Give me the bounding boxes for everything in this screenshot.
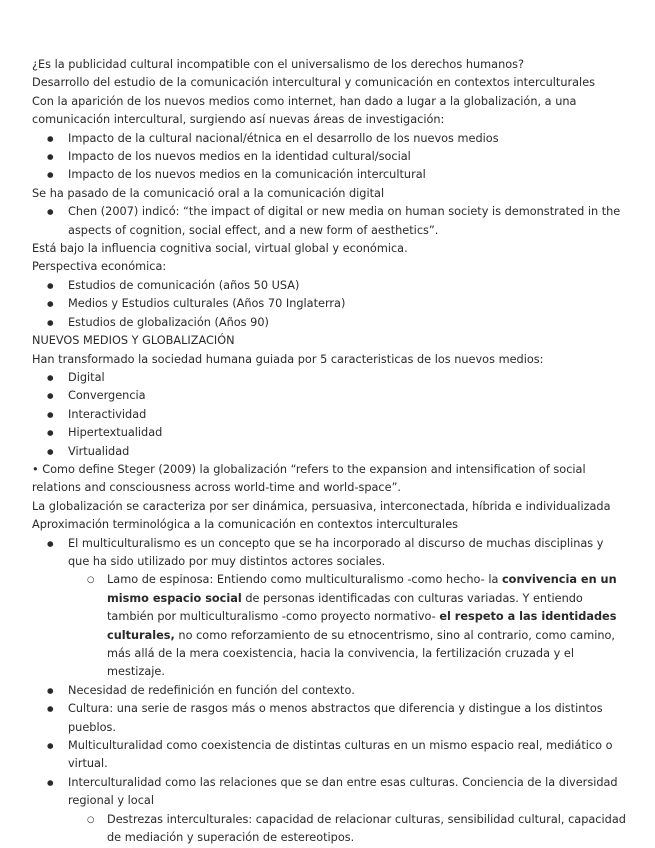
list-item — [32, 774, 628, 848]
bullet-list-chen — [32, 203, 628, 240]
lamo-text-2: de personas identificadas con culturas variadas. Y entiendo también por multiculturalismo -como proyecto normativo- — [107, 591, 583, 624]
list-item-text: El multiculturalismo es un concepto que se ha incorporado al discurso de muchas disciplinas y que ha sido utilizado por muy distintos actores sociales. — [68, 536, 604, 568]
list-item: ● Necesidad de redefinición en función del contexto. — [32, 682, 628, 700]
list-item: ● Estudios de comunicación (años 50 USA) — [32, 277, 628, 295]
document-page — [32, 56, 628, 847]
text-line: Desarrollo del estudio de la comunicación intercultural y comunicación en contextos interculturales — [32, 76, 596, 90]
list-item: ● Chen (2007) indicó: “the impact of digital or new media on human society is demonstrated in the aspects of cognition, social effect, and a new form of aesthetics”. — [32, 203, 628, 240]
text-line: La globalización se caracteriza por ser dinámica, persuasiva, interconectada, híbrida e individualizada — [32, 499, 611, 513]
sub-list-item — [32, 571, 628, 681]
text-line: Se ha pasado de la comunicació oral a la comunicación digital — [32, 186, 385, 200]
list-item: ● Multiculturalidad como coexistencia de distintas culturas en un mismo espacio real, mediático o virtual. — [32, 737, 628, 774]
list-item: ● Convergencia — [32, 387, 628, 405]
paragraph: • Como define Steger (2009) la globalización “refers to the expansion and intensification of social relations and consciousness across world-time and world-space”. — [32, 462, 586, 495]
section-heading: NUEVOS MEDIOS Y GLOBALIZACIÓN — [32, 334, 235, 348]
sub-list — [32, 571, 628, 681]
lamo-bold-2: el respeto a las identidades culturales, — [107, 610, 617, 642]
lamo-text-3: no como reforzamiento de su etnocentrismo, sino al contrario, como camino, más allá de la mera coexistencia, hacia la convivencia, la fertilización cruzada y el mestizaje. — [107, 628, 615, 679]
list-item — [32, 535, 628, 682]
list-item: ● Impacto de los nuevos medios en la comunicación intercultural — [32, 166, 628, 184]
text-line: Perspectiva económica: — [32, 260, 167, 274]
list-item-text: Interculturalidad como las relaciones que se dan entre esas culturas. Conciencia de la diversidad regional y local — [68, 775, 618, 808]
lamo-bold-1: convivencia en un mismo espacio social — [107, 573, 617, 605]
list-item: ● Impacto de los nuevos medios en la identidad cultural/social — [32, 148, 628, 166]
list-item: ● Estudios de globalización (Años 90) — [32, 314, 628, 332]
sub-list-item: ○ Destrezas interculturales: capacidad de relacionar culturas, sensibilidad cultural, capacidad de mediación y superación de estereotipos. — [32, 811, 628, 848]
list-item: ● Hipertextualidad — [32, 424, 628, 442]
list-item: ● Digital — [32, 369, 628, 387]
text-line: Han transformado la sociedad humana guiada por 5 caracteristicas de los nuevos medios: — [32, 352, 544, 366]
text-line: Aproximación terminológica a la comunicación en contextos interculturales — [32, 518, 459, 532]
bullet-list-caracteristicas — [32, 369, 628, 461]
list-item: ● Impacto de la cultural nacional/étnica en el desarrollo de los nuevos medios — [32, 130, 628, 148]
paragraph: Con la aparición de los nuevos medios como internet, han dado a lugar a la globalización, a una comunicación intercultural, surgiendo así nuevas áreas de investigación: — [32, 94, 577, 127]
sub-list — [32, 811, 628, 848]
list-item: ● Virtualidad — [32, 443, 628, 461]
text-line: Está bajo la influencia cognitiva social, virtual global y económica. — [32, 242, 408, 256]
lamo-text-1: Lamo de espinosa: Entiendo como multiculturalismo -como hecho- la — [107, 573, 502, 587]
list-item: ● Interactividad — [32, 406, 628, 424]
bullet-list-impactos — [32, 130, 628, 185]
bullet-list-estudios — [32, 277, 628, 332]
list-item: ● Medios y Estudios culturales (Años 70 Inglaterra) — [32, 295, 628, 313]
text-line: ¿Es la publicidad cultural incompatible con el universalismo de los derechos humanos? — [32, 58, 525, 71]
bullet-list-aproximacion — [32, 535, 628, 848]
list-item: ● Cultura: una serie de rasgos más o menos abstractos que diferencia y distingue a los distintos pueblos. — [32, 700, 628, 737]
